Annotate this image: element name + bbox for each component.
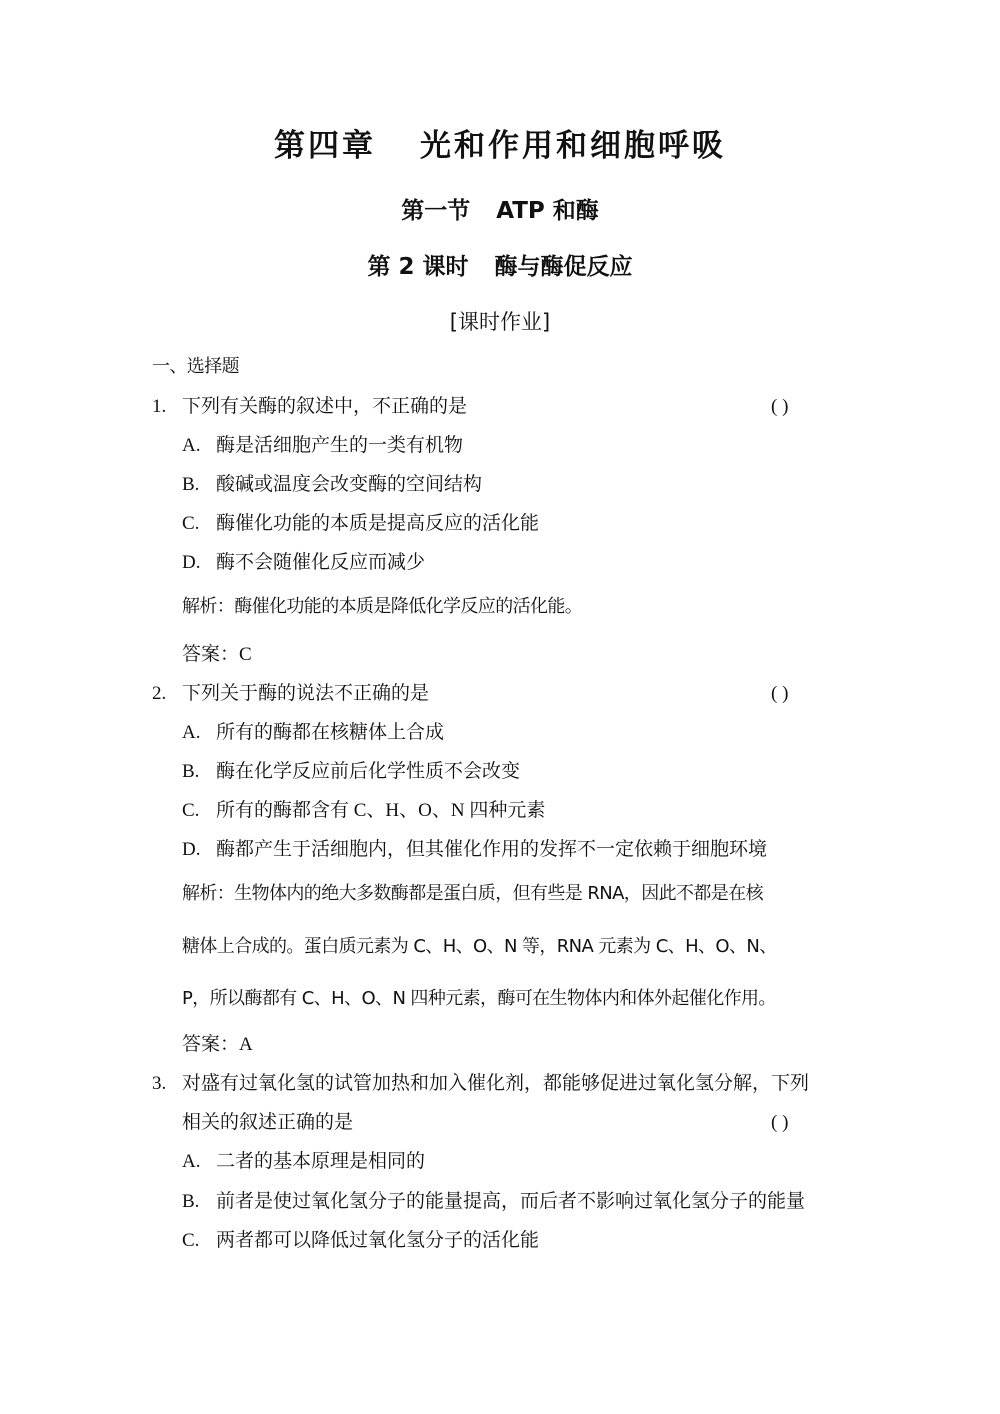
answer-bracket: ( ) [771,683,789,704]
question-3-stem-line-2: 相关的叙述正确的是 [182,1112,354,1133]
question-text: 下列有关酶的叙述中，不正确的是 [182,396,468,417]
option-text: 酶催化功能的本质是提高反应的活化能 [216,513,540,534]
option-text: 二者的基本原理是相同的 [216,1151,426,1172]
option-text: 酶在化学反应前后化学性质不会改变 [216,761,521,782]
question-number: 1. [152,396,167,417]
option-label: B. [182,761,200,782]
question-2-answer: 答案：A [182,1034,253,1055]
option-text: 酶不会随催化反应而减少 [216,552,426,573]
option-text: 所有的酶都在核糖体上合成 [216,722,445,743]
chapter-name: 光和作用和细胞呼吸 [420,128,726,164]
question-3-stem-line-1 [152,1074,809,1093]
section-title [0,200,1000,223]
question-3-option-a [182,1152,425,1171]
option-label: C. [182,513,200,534]
question-number: 2. [152,683,167,704]
chapter-number: 第四章 [274,128,376,164]
option-label: A. [182,722,201,743]
question-1-answer: 答案：C [182,644,252,665]
answer-bracket: ( ) [771,1112,789,1133]
option-text: 酶都产生于活细胞内，但其催化作用的发挥不一定依赖于细胞环境 [216,839,768,860]
question-1-option-c [182,514,539,533]
lesson-name: 酶与酶促反应 [494,254,633,280]
question-text: 对盛有过氧化氢的试管加热和加入催化剂，都能够促进过氧化氢分解，下列 [182,1073,810,1094]
question-3-option-b [182,1192,805,1211]
homework-label: [课时作业] [449,310,551,334]
option-label: C. [182,800,200,821]
question-2-stem [152,684,429,703]
question-1-stem [152,397,467,416]
lesson-title [0,256,1000,279]
section-name: ATP 和酶 [496,198,599,224]
option-label: A. [182,1151,201,1172]
question-3-option-c [182,1231,539,1250]
question-2-analysis-line-3: P，所以酶都有 C、H、O、N 四种元素，酶可在生物体内和体外起催化作用。 [182,988,776,1009]
question-2-option-a [182,723,444,742]
option-text: 前者是使过氧化氢分子的能量提高，而后者不影响过氧化氢分子的能量 [216,1191,806,1212]
question-2-analysis-line-2: 糖体上合成的。蛋白质元素为 C、H、O、N 等，RNA 元素为 C、H、O、N、 [182,936,777,957]
option-label: D. [182,552,201,573]
question-1-option-d [182,553,425,572]
question-number: 3. [152,1073,167,1094]
option-text: 两者都可以降低过氧化氢分子的活化能 [216,1230,540,1251]
question-1-option-a [182,436,463,455]
option-label: B. [182,474,200,495]
answer-bracket: ( ) [771,396,789,417]
option-label: D. [182,839,201,860]
section-number: 第一节 [401,198,471,224]
question-text: 下列关于酶的说法不正确的是 [182,683,430,704]
question-1-analysis: 解析：酶催化功能的本质是降低化学反应的活化能。 [182,596,583,617]
option-label: B. [182,1191,200,1212]
question-2-option-d [182,840,767,859]
option-text: 酶是活细胞产生的一类有机物 [216,435,464,456]
question-2-option-c [182,801,545,820]
option-label: A. [182,435,201,456]
lesson-number: 第 2 课时 [367,254,469,280]
question-2-option-b [182,762,520,781]
question-1-option-b [182,475,482,494]
chapter-title [0,128,1000,164]
question-2-analysis-line-1: 解析：生物体内的绝大多数酶都是蛋白质，但有些是 RNA，因此不都是在核 [182,883,764,904]
option-text: 酸碱或温度会改变酶的空间结构 [216,474,483,495]
option-text: 所有的酶都含有 C、H、O、N 四种元素 [216,800,546,821]
option-label: C. [182,1230,200,1251]
part-heading: 一、选择题 [152,356,239,377]
